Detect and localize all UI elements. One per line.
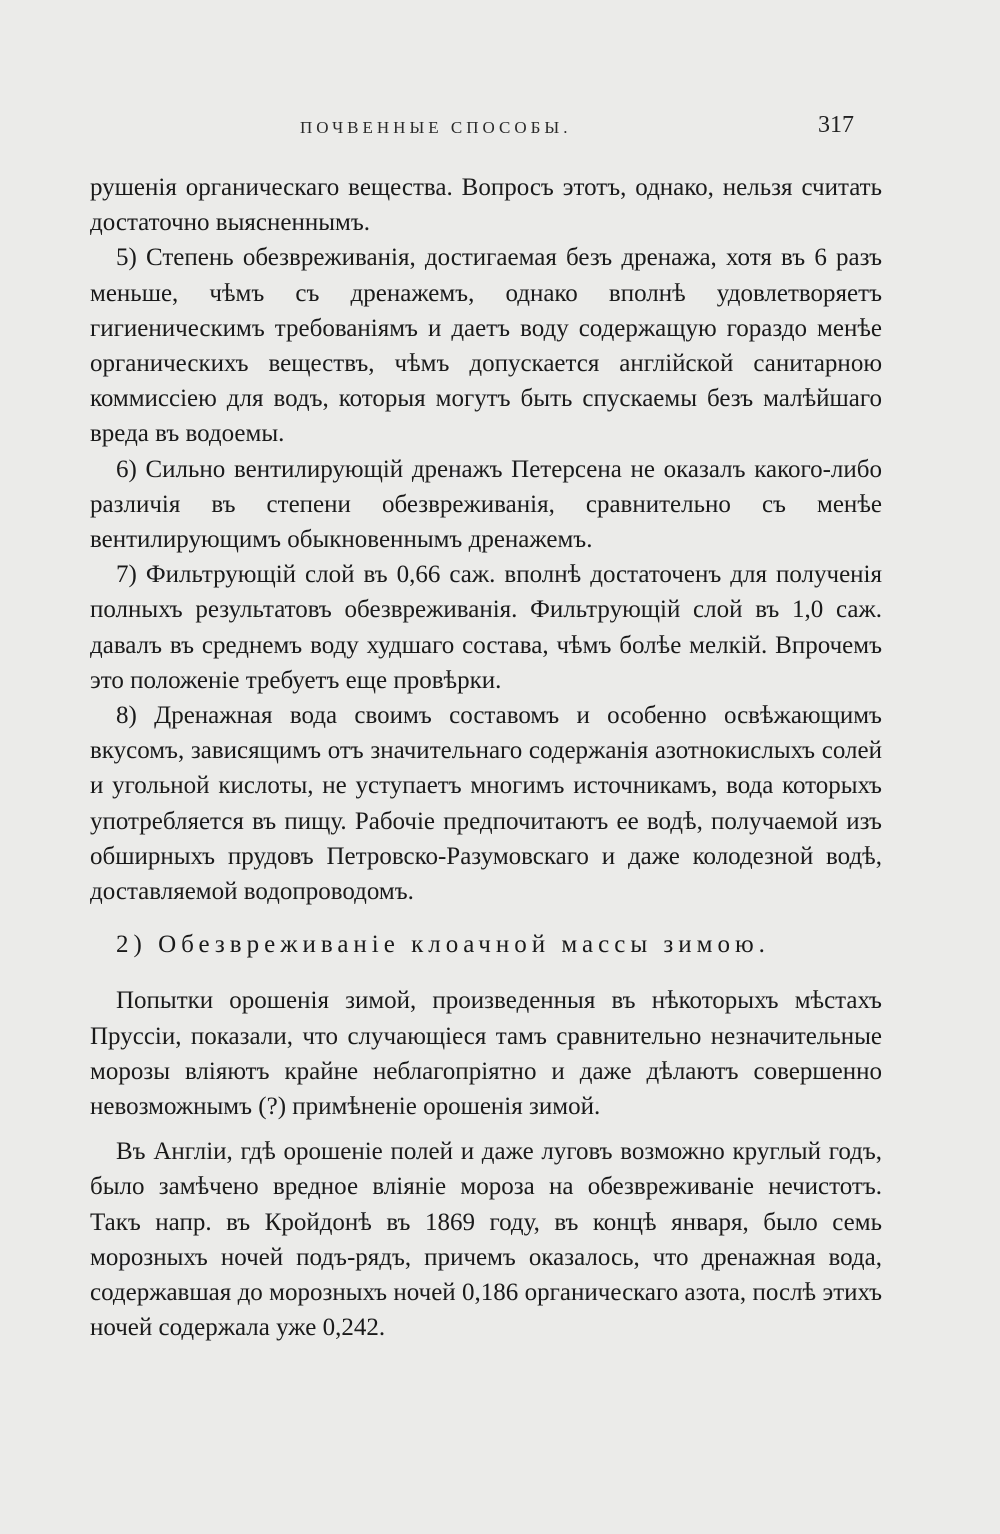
paragraph-point-6: 6) Сильно вентилирующій дренажъ Петерсена не оказалъ какого-либо различія въ степени обезвреживанія, сравнительно съ менѣе вентилирующимъ обыкновеннымъ дренажемъ. [90,455,882,554]
paragraph-gap [90,1124,882,1134]
paragraph-point-8: 8) Дренажная вода своимъ составомъ и особенно освѣжающимъ вкусомъ, зависящимъ отъ значительнаго содержанія азотнокислыхъ солей и угольной кислоты, не уступаетъ многимъ источникамъ, вода которыхъ употребляется въ пищу. Рабочіе предпочитаютъ ее водѣ, получаемой изъ обширныхъ прудовъ Петровско-Разумовскаго и даже колодезной водѣ, доставляемой водопроводомъ. [90,702,882,906]
paragraph-prussia: Попытки орошенія зимой, произведенныя въ нѣкоторыхъ мѣстахъ Пруссіи, показали, что случающіеся тамъ сравнительно незначительные морозы вліяютъ крайне неблагопріятно и даже дѣлаютъ совершенно невозможнымъ (?) примѣненіе орошенія зимой. [90,987,882,1121]
running-title: ПОЧВЕННЫЕ СПОСОБЫ. [300,118,572,137]
body-text [90,170,882,1346]
paragraph-continuation: рушенія органическаго вещества. Вопросъ этотъ, однако, нельзя считать достаточно выясненнымъ. [90,174,882,237]
page-number: 317 [818,112,854,138]
paragraph-point-7: 7) Фильтрующій слой въ 0,66 саж. вполнѣ достаточенъ для полученія полныхъ результатовъ обезвреживанія. Фильтрующій слой въ 1,0 саж. давалъ въ среднемъ воду худшаго состава, чѣмъ болѣе мелкій. Впрочемъ это положеніе требуетъ еще провѣрки. [90,561,882,694]
section-heading: 2) Обезвреживаніе клоачной массы зимою. [116,931,770,959]
paragraph-point-5: 5) Степень обезвреживанія, достигаемая безъ дренажа, хотя въ 6 разъ меньше, чѣмъ съ дренажемъ, однако вполнѣ удовлетворяетъ гигиеническимъ требованіямъ и даетъ воду содержащую гораздо менѣе органическихъ веществъ, чѣмъ допускается англійской санитарною коммиссіею для водъ, которыя могутъ быть спускаемы безъ малѣйшаго вреда въ водоемы. [90,244,882,448]
page-header [0,112,1000,152]
paragraph-england: Въ Англіи, гдѣ орошеніе полей и даже луговъ возможно круглый годъ, было замѣчено вредное вліяніе мороза на обезвреживаніе нечистотъ. Такъ напр. въ Кройдонѣ въ 1869 году, въ концѣ января, было семь морозныхъ ночей подъ-рядъ, причемъ оказалось, что дренажная вода, содержавшая до морозныхъ ночей 0,186 органическаго азота, послѣ этихъ ночей содержала уже 0,242. [90,1138,882,1342]
